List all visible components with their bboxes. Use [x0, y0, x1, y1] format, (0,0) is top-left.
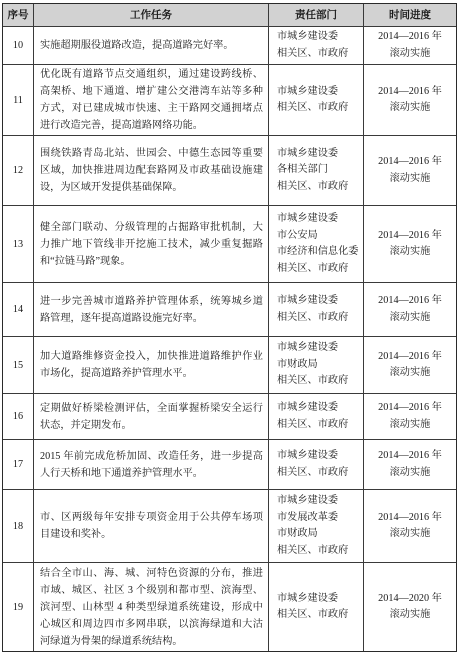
department-cell — [269, 490, 364, 562]
task-text: 优化既有道路节点交通组织，通过建设跨线桥、高架桥、地下通道、增扩建公交港湾车站等多种方式，对已建成城市快速、主干路网交通拥堵点进行改造完善，提高道路网络功能。 — [40, 69, 263, 131]
schedule-mode: 滚动实施 — [389, 609, 431, 620]
schedule-mode: 滚动实施 — [389, 311, 431, 323]
department-line: 市城乡建设委 — [277, 213, 339, 224]
department-line: 市城乡建设委 — [277, 402, 339, 413]
row-number: 14 — [3, 283, 34, 336]
department-line: 市城乡建设委 — [277, 592, 339, 604]
task-text: 结合全市山、海、城、河特色资源的分布，推进市域、城区、社区 3 个级别和都市型、滨海型、滨河型、山林型 4 种类型绿道系统建设，形成中心城区和周边四市多网串联，以滨海绿道和大沽河绿道为骨架的绿道系统结构。 — [40, 567, 263, 647]
schedule-cell — [364, 27, 456, 64]
row-number: 16 — [3, 394, 34, 439]
department-line: 市发展改革委 — [277, 511, 339, 523]
row-number: 12 — [3, 136, 34, 205]
department-line: 相关区、市政府 — [277, 418, 349, 430]
table-row — [3, 490, 456, 563]
task-text: 实施超期服役道路改造，提高道路完好率。 — [40, 40, 234, 51]
row-number: 13 — [3, 206, 34, 282]
department-line: 相关区、市政府 — [277, 609, 349, 620]
department-line: 各相关部门 — [277, 164, 328, 176]
schedule-cell — [364, 440, 456, 489]
table-row — [3, 563, 456, 651]
schedule-period: 2014—2016 年 — [378, 450, 442, 461]
row-number: 15 — [3, 337, 34, 393]
row-number: 17 — [3, 440, 34, 489]
department-line: 相关区、市政府 — [277, 47, 349, 59]
table-row — [3, 65, 456, 136]
schedule-cell — [364, 206, 456, 282]
department-line: 市城乡建设委 — [277, 450, 339, 461]
schedule-cell — [364, 563, 456, 651]
schedule-mode: 滚动实施 — [389, 172, 431, 184]
task-cell — [34, 394, 269, 439]
row-number: 18 — [3, 490, 34, 562]
task-cell — [34, 490, 269, 562]
row-number: 19 — [3, 563, 34, 651]
task-text: 健全部门联动、分级管理的占掘路审批机制，大力推广地下管线非开挖施工技术，减少重复掘路和“拉链马路”现象。 — [40, 221, 263, 267]
department-line: 市城乡建设委 — [277, 31, 339, 42]
department-line: 相关区、市政府 — [277, 262, 349, 274]
header-work-task: 工作任务 — [34, 4, 269, 26]
table-row — [3, 206, 456, 283]
table-row — [3, 136, 456, 206]
department-cell — [269, 136, 364, 205]
schedule-period: 2014—2016 年 — [378, 31, 442, 42]
task-cell — [34, 65, 269, 135]
task-text: 围绕铁路青岛北站、世园会、中德生态园等重要区域，加快推进周边配套路网及市政基础设施建设，为区域开发提供基础保障。 — [40, 148, 263, 193]
task-text: 2015 年前完成危桥加固、改造任务，进一步提高人行天桥和地下通道养护管理水平。 — [40, 450, 263, 479]
department-line: 相关区、市政府 — [277, 102, 349, 113]
task-cell — [34, 27, 269, 64]
table-row — [3, 337, 456, 394]
department-line: 市城乡建设委 — [277, 295, 339, 306]
table-row — [3, 394, 456, 440]
schedule-mode: 滚动实施 — [389, 246, 431, 257]
schedule-period: 2014—2016 年 — [378, 295, 442, 306]
schedule-period: 2014—2016 年 — [378, 350, 442, 362]
department-cell — [269, 283, 364, 336]
table-header-row — [3, 4, 456, 27]
department-line: 市财政局 — [277, 528, 318, 539]
schedule-period: 2014—2020 年 — [378, 592, 442, 604]
schedule-mode: 滚动实施 — [389, 528, 431, 539]
schedule-cell — [364, 136, 456, 205]
schedule-cell — [364, 490, 456, 562]
task-cell — [34, 337, 269, 393]
schedule-mode: 滚动实施 — [389, 418, 431, 430]
department-cell — [269, 27, 364, 64]
schedule-mode: 滚动实施 — [389, 47, 431, 59]
schedule-period: 2014—2016 年 — [378, 85, 442, 97]
department-line: 市城乡建设委 — [277, 85, 339, 97]
schedule-cell — [364, 394, 456, 439]
table-row — [3, 440, 456, 490]
schedule-cell — [364, 337, 456, 393]
department-line: 相关区、市政府 — [277, 180, 349, 192]
department-cell — [269, 440, 364, 489]
task-text: 定期做好桥梁检测评估，全面掌握桥梁安全运行状态，并定期发布。 — [40, 402, 263, 431]
table-row — [3, 27, 456, 65]
schedule-period: 2014—2016 年 — [378, 402, 442, 413]
schedule-period: 2014—2016 年 — [378, 156, 442, 167]
work-task-table — [2, 3, 457, 652]
department-cell — [269, 394, 364, 439]
task-text: 市、区两级每年安排专项资金用于公共停车场项目建设和奖补。 — [40, 512, 263, 540]
task-cell — [34, 440, 269, 489]
department-line: 相关区、市政府 — [277, 375, 349, 387]
schedule-cell — [364, 65, 456, 135]
schedule-cell — [364, 283, 456, 336]
header-schedule: 时间进度 — [389, 9, 431, 21]
schedule-mode: 滚动实施 — [389, 367, 431, 378]
department-line: 市公安局 — [277, 229, 318, 241]
schedule-mode: 滚动实施 — [389, 102, 431, 113]
department-line: 相关区、市政府 — [277, 311, 349, 323]
department-line: 市财政局 — [277, 358, 318, 370]
department-line: 相关区、市政府 — [277, 544, 349, 556]
department-line: 市经济和信息化委 — [277, 246, 359, 257]
department-cell — [269, 337, 364, 393]
task-cell — [34, 563, 269, 651]
department-cell — [269, 65, 364, 135]
department-line: 市城乡建设委 — [277, 495, 339, 506]
schedule-mode: 滚动实施 — [389, 466, 431, 478]
department-line: 市城乡建设委 — [277, 147, 339, 159]
header-responsible-department: 责任部门 — [269, 4, 364, 26]
header-serial-number: 序号 — [3, 4, 34, 26]
department-line: 市城乡建设委 — [277, 342, 339, 354]
schedule-period: 2014—2016 年 — [378, 511, 442, 523]
row-number: 11 — [3, 65, 34, 135]
department-cell — [269, 206, 364, 282]
task-cell — [34, 136, 269, 205]
schedule-period: 2014—2016 年 — [378, 229, 442, 241]
row-number: 10 — [3, 27, 34, 64]
department-cell — [269, 563, 364, 651]
table-row — [3, 283, 456, 337]
task-text: 加大道路维修资金投入，加快推进道路维护作业市场化，提高道路养护管理水平。 — [40, 351, 263, 379]
task-text: 进一步完善城市道路养护管理体系，统筹城乡道路管理，逐年提高道路设施完好率。 — [40, 295, 263, 324]
task-cell — [34, 283, 269, 336]
department-line: 相关区、市政府 — [277, 466, 349, 478]
task-cell — [34, 206, 269, 282]
